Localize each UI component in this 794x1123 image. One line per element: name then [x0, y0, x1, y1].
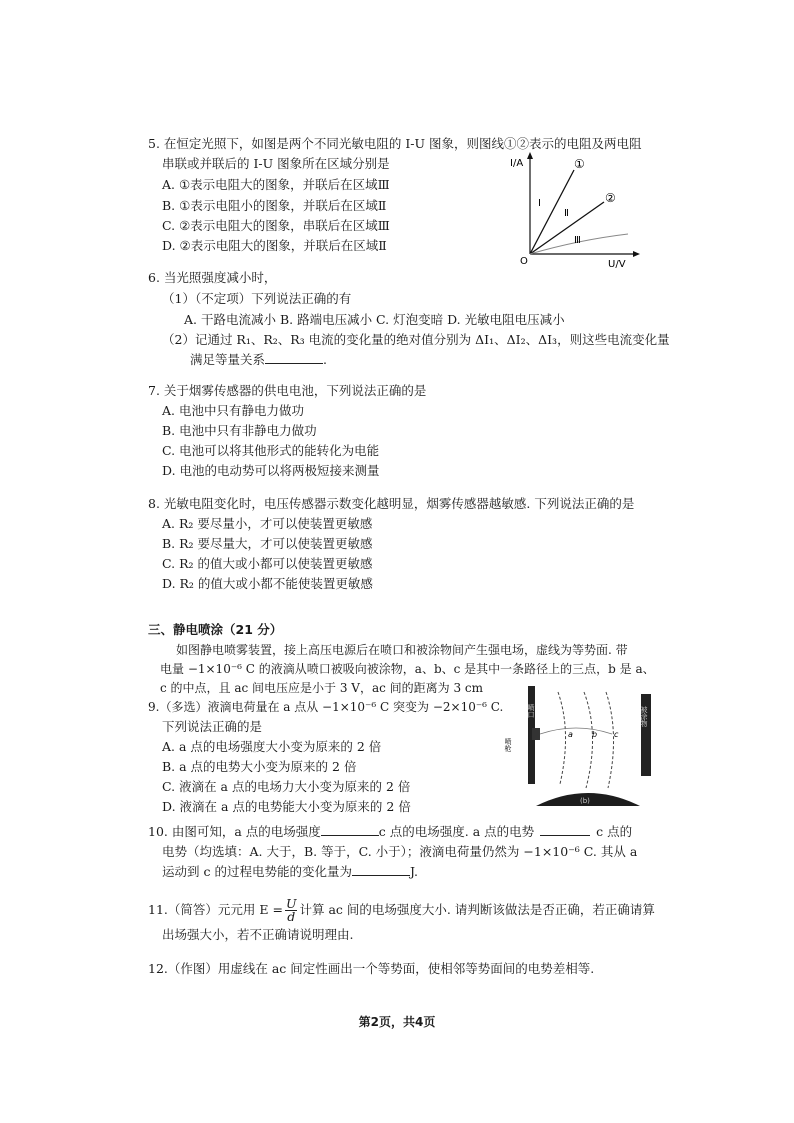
q6-part1: （1）（不定项）下列说法正确的有 — [162, 291, 352, 306]
q5-option-c: C. ②表示电阻大的图象，串联后在区域Ⅲ — [162, 218, 390, 233]
nozzle-label: 喷枪 — [504, 738, 512, 752]
q5-option-d: D. ②表示电阻大的图象，并联后在区域Ⅱ — [162, 238, 387, 253]
point-a-label: a — [568, 730, 573, 739]
page-footer: 第2页，共4页 — [358, 1015, 436, 1029]
point-c-label: c — [614, 730, 619, 739]
region-3-label: Ⅲ — [574, 235, 581, 246]
region-1-label: Ⅰ — [538, 198, 541, 209]
q9-spray-figure — [506, 684, 654, 808]
q7-option-d: D. 电池的电动势可以将两极短接来测量 — [162, 463, 380, 478]
q7-option-b: B. 电池中只有非静电力做功 — [162, 423, 317, 438]
equipotential-2 — [584, 692, 593, 788]
section-3-intro-line3: c 的中点，且 ac 间电压应是小于 3 V，ac 间的距离为 3 cm — [160, 681, 484, 695]
q8-stem: 8. 光敏电阻变化时，电压传感器示数变化越明显，烟雾传感器越敏感. 下列说法正确的是 — [148, 496, 635, 511]
q10-text-1: 10. 由图可知，a 点的电场强度 — [148, 824, 321, 839]
section-3-intro-line2: 电量 −1×10⁻⁶ C 的液滴从喷口被吸向被涂物，a、b、c 是其中一条路径上的三点，b 是 a、 — [160, 662, 655, 676]
q10-blank-1[interactable] — [321, 823, 379, 836]
q6-part2-line2 — [190, 350, 327, 369]
region-2-label: Ⅱ — [564, 208, 569, 219]
q10-line3 — [162, 862, 418, 881]
figure-bottom-label: (b) — [580, 797, 590, 805]
q11-formula-numerator: U — [285, 896, 297, 911]
q11-prefix: 11.（简答）元元用 E = — [148, 902, 283, 917]
equipotential-1 — [558, 692, 566, 784]
q11-formula-denominator: d — [287, 909, 296, 924]
spray-gun — [532, 728, 540, 740]
q11-line2: 出场强大小，若不正确请说明理由. — [162, 927, 354, 942]
q8-option-b: B. R₂ 要尽量大，才可以使装置更敏感 — [162, 536, 373, 551]
section-3-intro-line1: 如图静电喷雾装置，接上高压电源后在喷口和被涂物间产生强电场，虚线为等势面. 带 — [176, 643, 628, 657]
q10-text-5: J. — [409, 864, 418, 879]
q10-text-2: c 点的电场强度. a 点的电势 — [378, 824, 535, 839]
y-axis-label: I/A — [510, 158, 524, 169]
q10-text-4: 运动到 c 的过程电势能的变化量为 — [162, 864, 352, 879]
point-b-label: b — [592, 730, 598, 739]
q11-suffix: 计算 ac 间的电场强度大小. 请判断该做法是否正确，若正确请算 — [299, 902, 655, 917]
y-axis-arrow — [527, 152, 533, 159]
q9-option-a: A. a 点的电场强度大小变为原来的 2 倍 — [162, 739, 382, 754]
q10-text-3: c 点的 — [596, 824, 633, 839]
q8-option-a: A. R₂ 要尽量小，才可以使装置更敏感 — [162, 516, 373, 531]
q5-option-a: A. ①表示电阻大的图象，并联后在区域Ⅲ — [162, 177, 390, 192]
q6-part2-text: 满足等量关系 — [190, 352, 266, 367]
q9-stem-line2: 下列说法正确的是 — [162, 719, 263, 734]
q9-stem-line1: 9.（多选）液滴电荷量在 a 点从 −1×10⁻⁶ C 突变为 −2×10⁻⁶ C. — [148, 700, 504, 714]
q10-blank-2[interactable] — [540, 823, 590, 836]
q8-option-d: D. R₂ 的值大或小都不能使装置更敏感 — [162, 576, 373, 591]
target-label: 被涂物 — [640, 706, 648, 727]
q10-blank-3[interactable] — [352, 863, 410, 876]
q6-part2-end: . — [323, 352, 327, 367]
curve-1-label: ① — [574, 157, 585, 171]
q11-line1 — [148, 898, 655, 923]
q6-part1-options: A. 干路电流减小 B. 路端电压减小 C. 灯泡变暗 D. 光敏电阻电压减小 — [184, 312, 565, 327]
q6-answer-blank[interactable] — [265, 351, 323, 364]
q9-option-b: B. a 点的电势大小变为原来的 2 倍 — [162, 759, 357, 774]
q9-option-c: C. 液滴在 a 点的电场力大小变为原来的 2 倍 — [162, 779, 411, 794]
q5-iu-graph — [508, 150, 643, 270]
q6-part2-line1: （2）记通过 R₁、R₂、R₃ 电流的变化量的绝对值分别为 ΔI₁、ΔI₂、ΔI₃，则这些电流变化量 — [162, 332, 670, 347]
x-axis-label: U/V — [608, 259, 626, 270]
q8-option-c: C. R₂ 的值大或小都可以使装置更敏感 — [162, 556, 373, 571]
q10-line1 — [148, 822, 632, 841]
q7-option-c: C. 电池可以将其他形式的能转化为电能 — [162, 443, 380, 458]
q5-option-b: B. ①表示电阻小的图象，并联后在区域Ⅱ — [162, 198, 387, 213]
q7-stem: 7. 关于烟雾传感器的供电电池，下列说法正确的是 — [148, 383, 427, 398]
x-axis-arrow — [633, 251, 640, 257]
origin-label: O — [520, 256, 528, 267]
section-3-title: 三、静电喷涂（21 分） — [148, 622, 283, 637]
q10-line2: 电势（均选填：A. 大于，B. 等于，C. 小于）；液滴电荷量仍然为 −1×10⁻⁶ C. 其从 a — [162, 844, 638, 859]
curve-2-label: ② — [605, 191, 616, 205]
q12-text: 12.（作图）用虚线在 ac 间定性画出一个等势面，使相邻等势面间的电势差相等. — [148, 961, 595, 976]
q5-stem-line1: 5. 在恒定光照下，如图是两个不同光敏电阻的 I-U 图象，则图线①②表示的电阻及两电阻 — [148, 136, 642, 151]
nozzle-column-label: 喷口 — [527, 704, 535, 718]
q5-stem-line2: 串联或并联后的 I-U 图象所在区域分别是 — [162, 156, 390, 171]
q11-formula — [285, 898, 298, 923]
droplet-path — [540, 728, 612, 734]
equipotential-3 — [606, 692, 614, 788]
q7-option-a: A. 电池中只有静电力做功 — [162, 403, 304, 418]
q6-stem: 6. 当光照强度减小时， — [148, 270, 277, 285]
q9-option-d: D. 液滴在 a 点的电势能大小变为原来的 2 倍 — [162, 799, 411, 814]
